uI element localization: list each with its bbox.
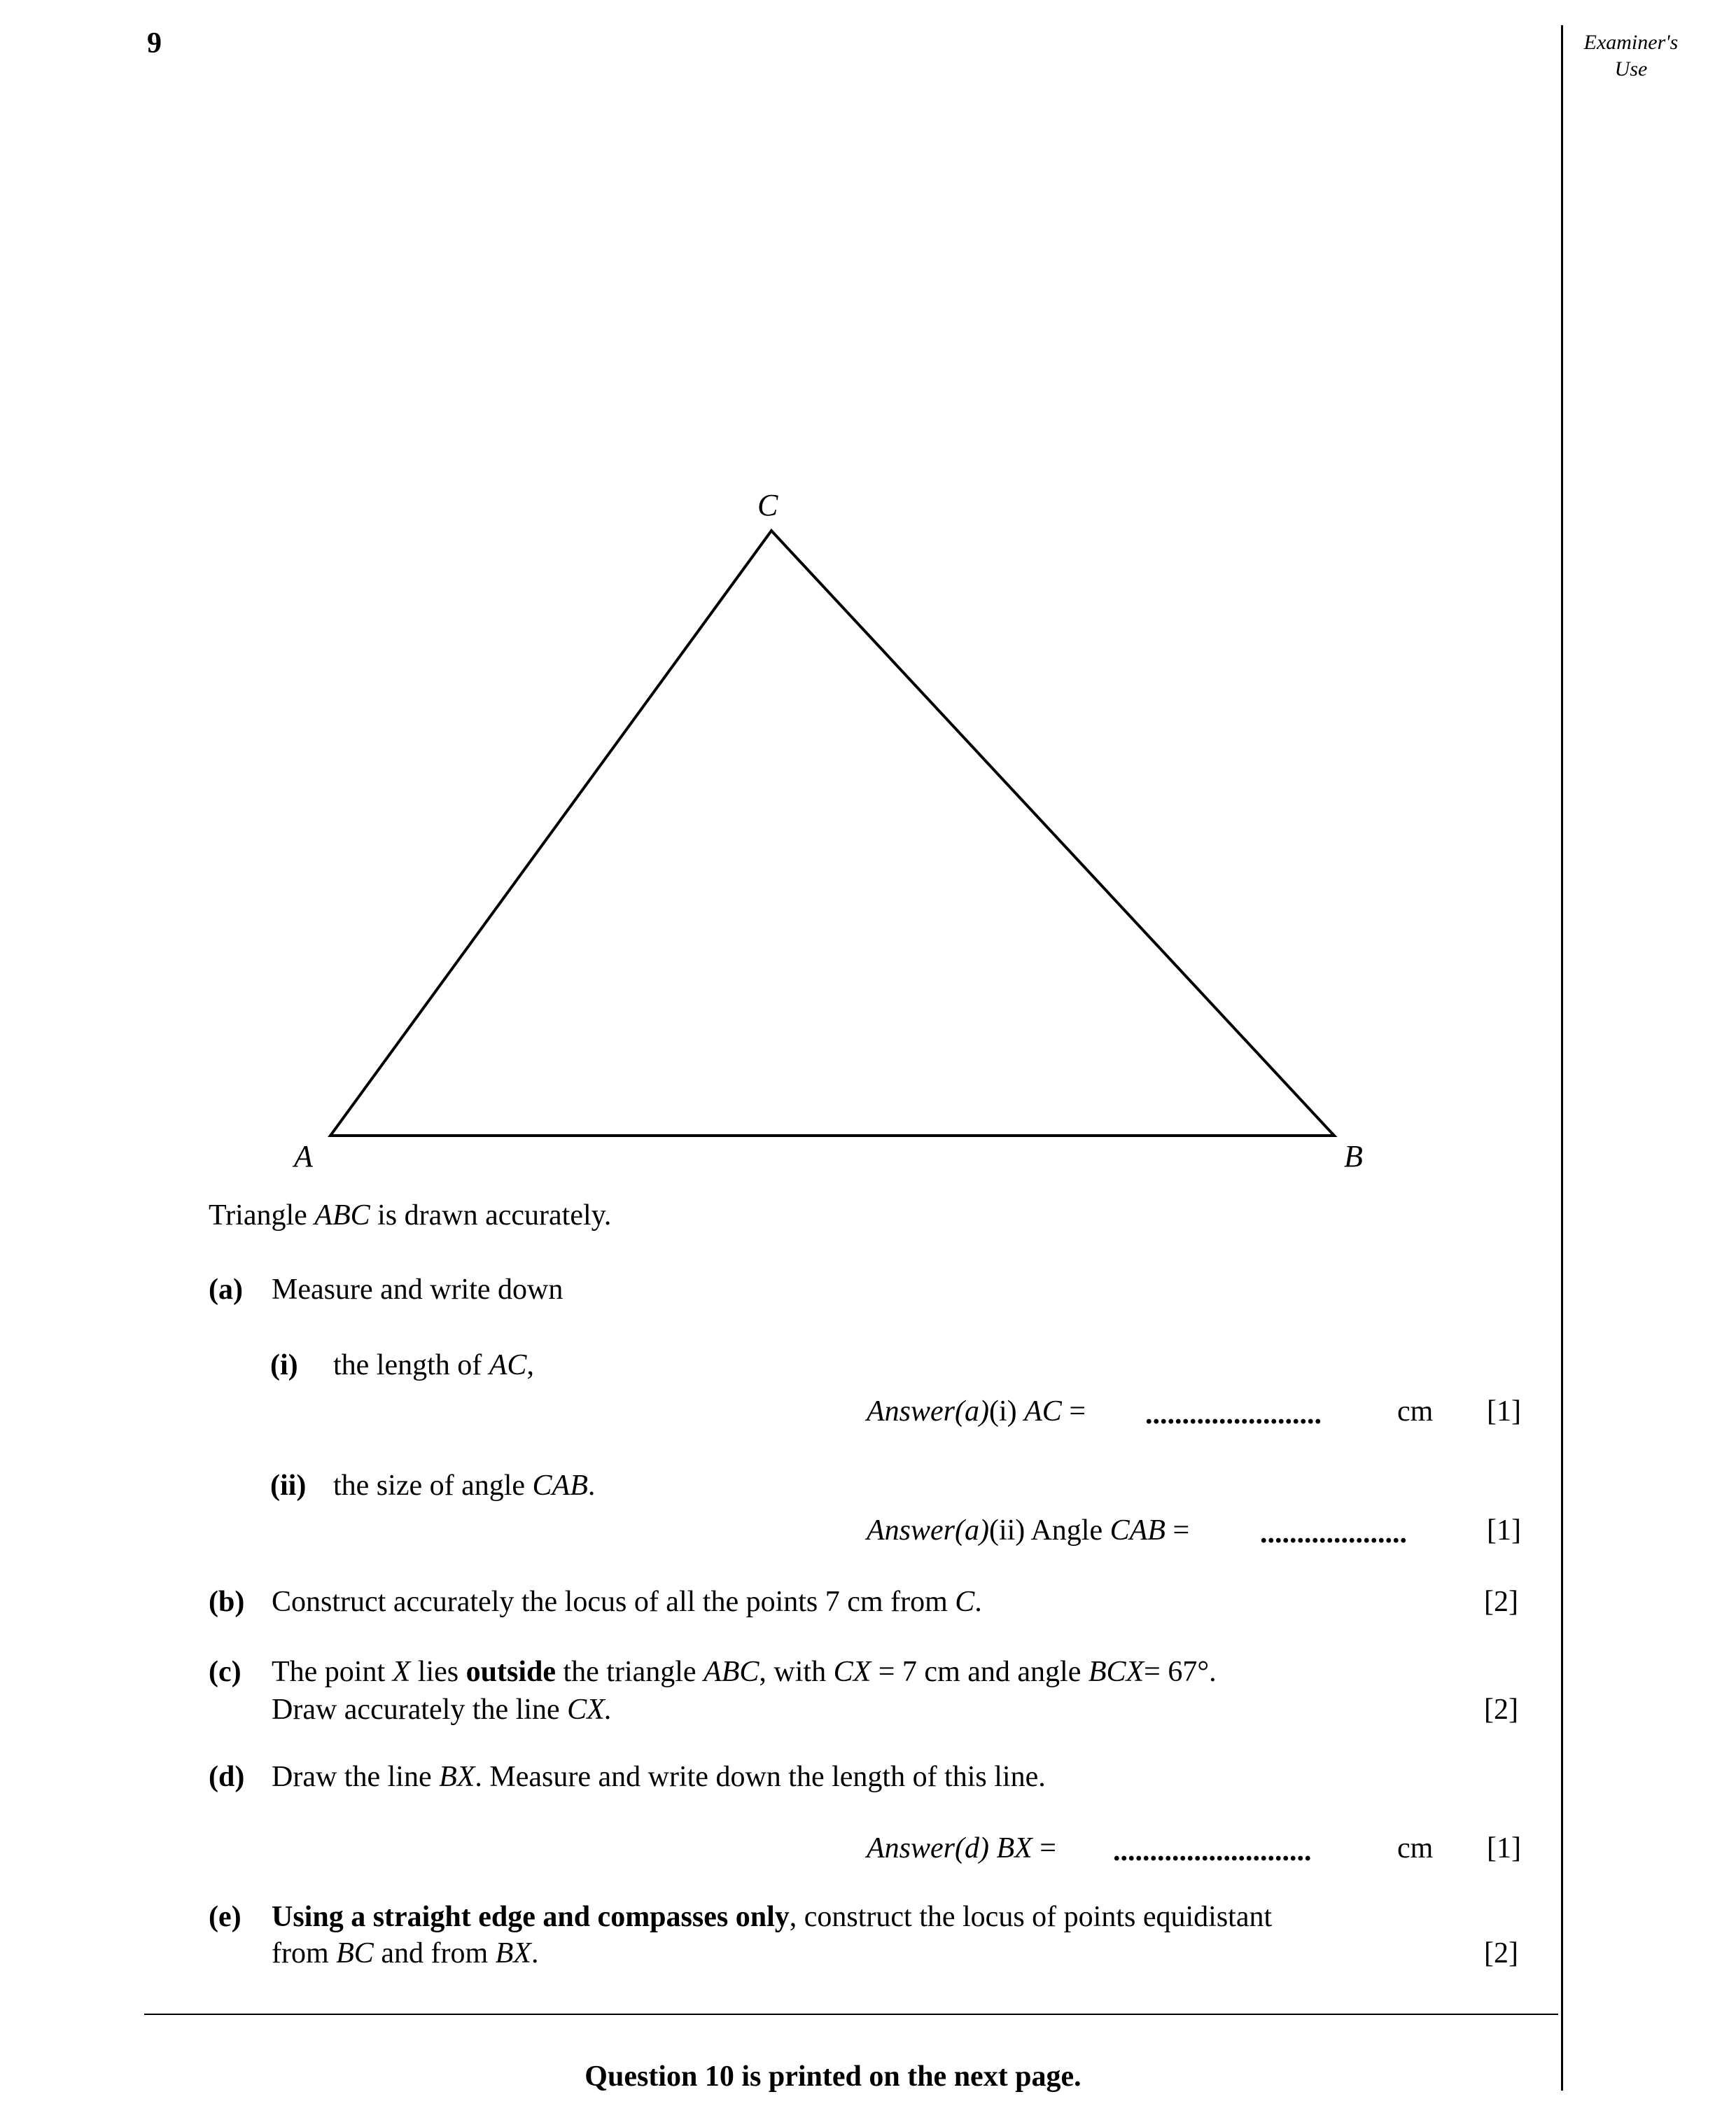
answer-d-eq: = <box>1032 1832 1056 1864</box>
part-e-l2b: BC <box>336 1937 374 1969</box>
part-d-text <box>272 1759 1046 1795</box>
answer-a-i-label <box>867 1393 1086 1430</box>
vertex-label-c: C <box>757 488 778 522</box>
part-b-t1: Construct accurately the locus of all the points 7 cm from <box>272 1586 955 1618</box>
part-c-t8: CX <box>833 1656 872 1688</box>
part-e-line1 <box>272 1899 1272 1935</box>
part-e-t2: , construct the locus of points equidistant <box>789 1901 1273 1933</box>
part-c-t6: ABC <box>704 1656 760 1688</box>
answer-d-label <box>867 1830 1056 1867</box>
part-c-t4: outside <box>465 1656 556 1688</box>
part-e-t1: Using a straight edge and compasses only <box>272 1901 790 1933</box>
answer-a-ii-eq: = <box>1165 1514 1190 1547</box>
part-e-l2a: from <box>272 1937 337 1969</box>
page-number: 9 <box>147 27 162 60</box>
answer-a-i-field[interactable]: ........................ <box>1145 1398 1322 1430</box>
answer-a-ii-mid: (ii) Angle <box>988 1514 1110 1547</box>
answer-a-ii-var: CAB <box>1110 1514 1166 1547</box>
part-b-label: (b) <box>209 1586 245 1618</box>
part-d-t3: . Measure and write down the length of this line. <box>475 1761 1046 1793</box>
part-a-ii-t1: the size of angle <box>333 1470 533 1502</box>
intro-text <box>209 1197 611 1234</box>
answer-a-ii-prefix: Answer(a) <box>867 1514 989 1547</box>
intro-t3: is drawn accurately. <box>370 1199 612 1232</box>
part-c-label: (c) <box>209 1656 241 1688</box>
marks-e: [2] <box>1484 1937 1518 1969</box>
footer-rule <box>144 2014 1558 2015</box>
answer-a-i-var: AC <box>1024 1395 1062 1428</box>
part-c-t7: , with <box>759 1656 834 1688</box>
part-c-t5: the triangle <box>555 1656 704 1688</box>
part-a-i-t2: AC <box>489 1349 527 1381</box>
answer-d-prefix: Answer(d) <box>867 1832 997 1864</box>
part-c-line2 <box>272 1692 612 1728</box>
part-c-t9: = 7 cm and angle <box>871 1656 1088 1688</box>
intro-t2: ABC <box>314 1199 370 1232</box>
part-a-i-t3: , <box>526 1349 534 1381</box>
part-d-label: (d) <box>209 1761 245 1793</box>
part-c-l2b: CX. <box>567 1694 612 1726</box>
part-a-label: (a) <box>209 1274 243 1306</box>
part-c-t11: = 67°. <box>1144 1656 1217 1688</box>
part-a-text: Measure and write down <box>272 1274 564 1306</box>
answer-a-i-prefix: Answer(a) <box>867 1395 989 1428</box>
part-a-ii-t2: CAB <box>532 1470 588 1502</box>
answer-a-i-mid: (i) <box>988 1395 1025 1428</box>
vertex-label-b: B <box>1344 1139 1363 1173</box>
part-e-line2 <box>272 1935 538 1972</box>
part-a-i-label: (i) <box>270 1349 298 1381</box>
answer-d-var: BX <box>996 1832 1032 1864</box>
part-c-t2: X <box>392 1656 411 1688</box>
part-b-t3: . <box>974 1586 982 1618</box>
part-d-t2: BX <box>439 1761 475 1793</box>
marks-d: [1] <box>1487 1832 1521 1864</box>
part-a-ii-label: (ii) <box>270 1470 307 1502</box>
marks-b: [2] <box>1484 1586 1518 1618</box>
footer-note: Question 10 is printed on the next page. <box>584 2060 1082 2093</box>
examiner-use-line2: Use <box>1614 57 1648 81</box>
answer-d-field[interactable]: ........................... <box>1113 1835 1312 1867</box>
answer-a-i-eq: = <box>1061 1395 1086 1428</box>
answer-d-unit: cm <box>1397 1832 1434 1864</box>
marks-a-i: [1] <box>1487 1395 1521 1428</box>
examiner-use-line1: Examiner's <box>1583 31 1679 54</box>
part-e-l2d: BX <box>495 1937 531 1969</box>
triangle-abc <box>330 531 1334 1136</box>
answer-a-ii-label <box>867 1512 1189 1549</box>
marks-a-ii: [1] <box>1487 1514 1521 1547</box>
part-a-i-text <box>333 1347 534 1383</box>
part-c-t3: lies <box>410 1656 466 1688</box>
part-e-l2e: . <box>531 1937 539 1969</box>
part-c-t1: The point <box>272 1656 393 1688</box>
part-d-t1: Draw the line <box>272 1761 440 1793</box>
part-e-label: (e) <box>209 1901 241 1933</box>
vertex-label-a: A <box>294 1139 313 1173</box>
intro-t1: Triangle <box>209 1199 315 1232</box>
part-a-ii-text <box>333 1467 595 1504</box>
part-e-l2c: and from <box>373 1937 496 1969</box>
part-a-i-t1: the length of <box>333 1349 489 1381</box>
part-b-t2: C <box>955 1586 975 1618</box>
part-c-l2a: Draw accurately the line <box>272 1694 568 1726</box>
answer-a-ii-field[interactable]: .................... <box>1260 1517 1407 1549</box>
part-c-t10: BCX <box>1088 1656 1144 1688</box>
answer-a-i-unit: cm <box>1397 1395 1434 1428</box>
part-b-text <box>272 1584 982 1620</box>
part-c-line1 <box>272 1654 1217 1690</box>
part-a-ii-t3: . <box>587 1470 596 1502</box>
marks-c: [2] <box>1484 1694 1518 1726</box>
